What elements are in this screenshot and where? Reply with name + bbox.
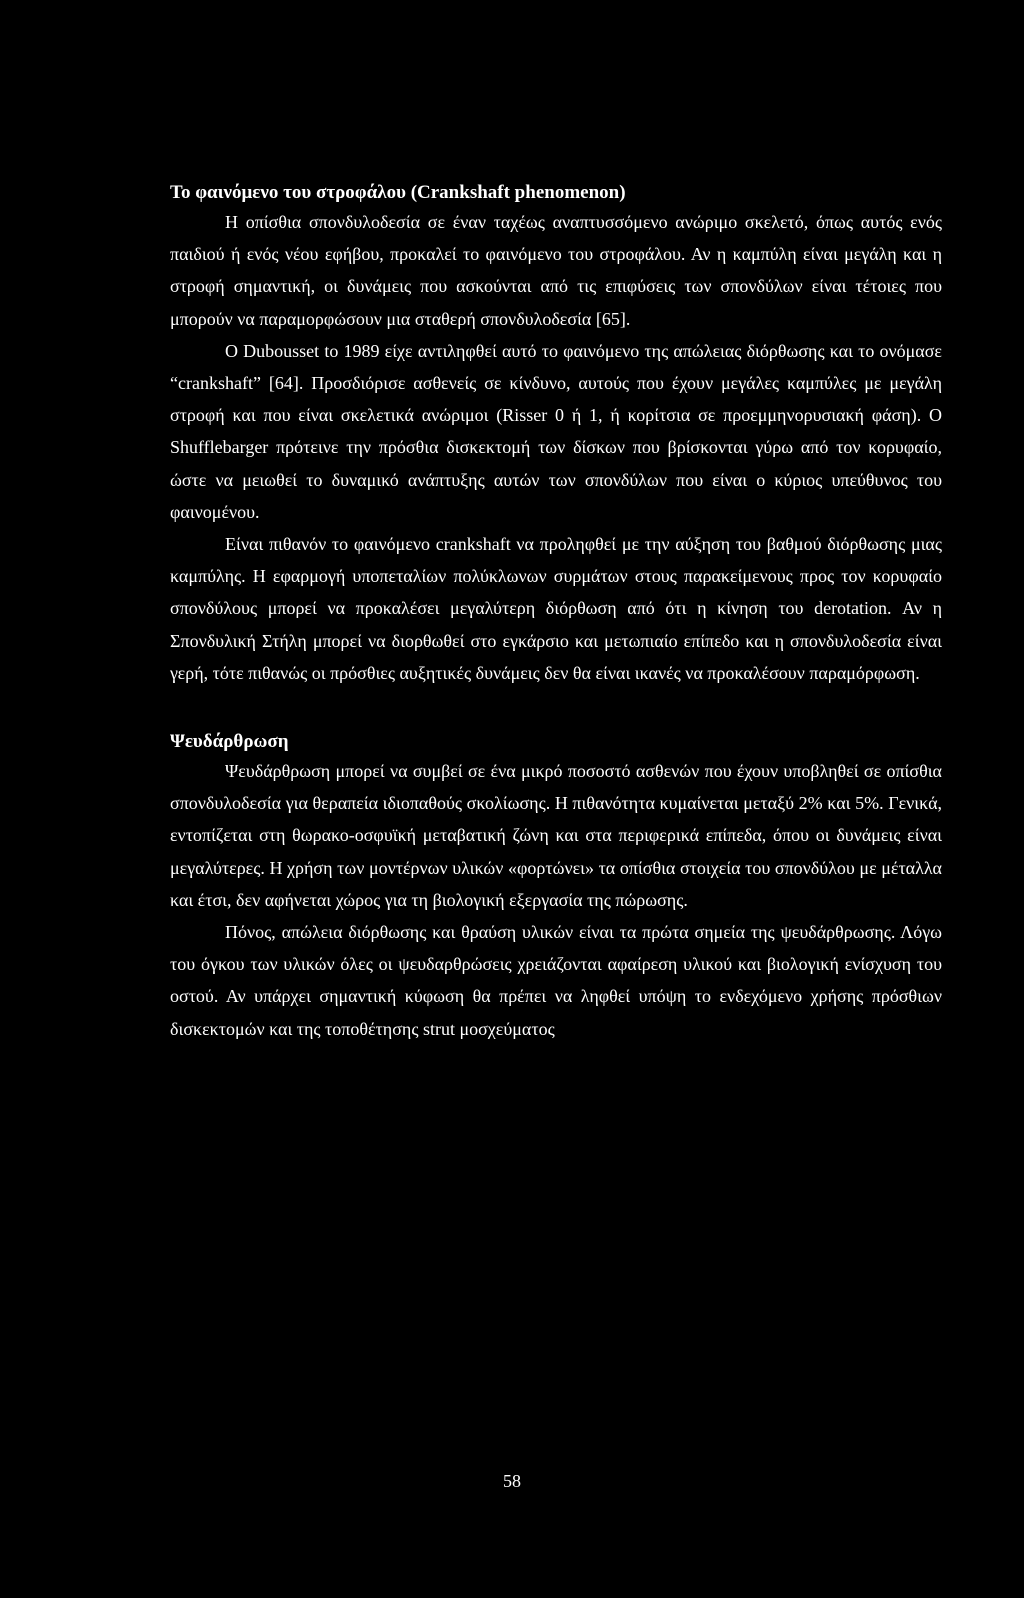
page-number: 58 <box>503 1471 521 1491</box>
paragraph: Η οπίσθια σπονδυλοδεσία σε έναν ταχέως αναπτυσσόμενο ανώριμο σκελετό, όπως αυτός ενός παιδιού ή ενός νέου εφήβου, προκαλεί το φαινόμενο του στροφάλου. Αν η καμπύλη είναι μεγάλη και η στροφή σημαντική, οι δυνάμεις που ασκούνται από τις επιφύσεις των σπονδύλων είναι τέτοιες που μπορούν να παραμορφώσουν μια σταθερή σπονδυλοδεσία [65]. <box>170 212 942 329</box>
section-spacer <box>170 689 942 729</box>
document-body <box>170 180 942 1045</box>
paragraph: Ο Dubousset to 1989 είχε αντιληφθεί αυτό το φαινόμενο της απώλειας διόρθωσης και το ονόμασε “crankshaft” [64]. Προσδιόρισε ασθενείς σε κίνδυνο, αυτούς που έχουν μεγάλες καμπύλες με μεγάλη στροφή και που είναι σκελετικά ανώριμοι (Risser 0 ή 1, ή κορίτσια σε προεμμηνορυσιακή φάση). Ο Shufflebarger πρότεινε την πρόσθια δισκεκτομή των δίσκων που βρίσκονται γύρω από τον κορυφαίο, ώστε να μειωθεί το δυναμικό ανάπτυξης αυτών των σπονδύλων που είναι ο κύριος υπεύθυνος του φαινομένου. <box>170 340 942 522</box>
paragraph: Ψευδάρθρωση μπορεί να συμβεί σε ένα μικρό ποσοστό ασθενών που έχουν υποβληθεί σε οπίσθια σπονδυλοδεσία για θεραπεία ιδιοπαθούς σκολίωσης. Η πιθανότητα κυμαίνεται μεταξύ 2% και 5%. Γενικά, εντοπίζεται στη θωρακο-οσφυϊκή μεταβατική ζώνη και στα περιφερικά επίπεδα, όπου οι δυνάμεις είναι μεγαλύτερες. Η χρήση των μοντέρνων υλικών «φορτώνει» τα οπίσθια στοιχεία του σπονδύλου με μέταλλα και έτσι, δεν αφήνεται χώρος για τη βιολογική εξεργασία της πώρωσης. <box>170 761 942 910</box>
paragraph: Πόνος, απώλεια διόρθωσης και θραύση υλικών είναι τα πρώτα σημεία της ψευδάρθρωσης. Λόγω του όγκου των υλικών όλες οι ψευδαρθρώσεις χρειάζονται αφαίρεση υλικού και βιολογική ενίσχυση του οστού. Αν υπάρχει σημαντική κύφωση θα πρέπει να ληφθεί υπόψη το ενδεχόμενο χρήσης πρόσθιων δισκεκτομών και της τοποθέτησης strut μοσχεύματος <box>170 922 942 1039</box>
section-heading-crankshaft: Το φαινόμενο του στροφάλου (Crankshaft phenomenon) <box>170 182 626 203</box>
paragraph: Είναι πιθανόν το φαινόμενο crankshaft να προληφθεί με την αύξηση του βαθμού διόρθωσης μιας καμπύλης. Η εφαρμογή υποπεταλίων πολύκλωνων συρμάτων στους παρακείμενους προς τον κορυφαίο σπονδύλους μπορεί να προκαλέσει μεγαλύτερη διόρθωση από ότι η κίνηση του derotation. Αν η Σπονδυλική Στήλη μπορεί να διορθωθεί στο εγκάρσιο και μετωπιαίο επίπεδο και η σπονδυλοδεσία είναι γερή, τότε πιθανώς οι πρόσθιες αυξητικές δυνάμεις δεν θα είναι ικανές να προκαλέσουν παραμόρφωση. <box>170 534 942 683</box>
section-heading-pseudarthrosis: Ψευδάρθρωση <box>170 731 289 753</box>
